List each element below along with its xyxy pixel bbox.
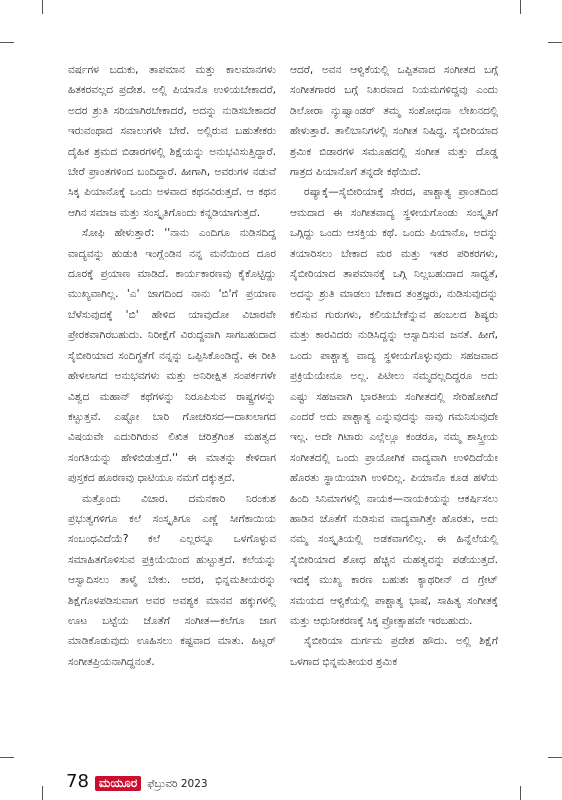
crop-mark [0,42,14,43]
crop-mark [548,757,562,758]
page-footer [66,771,208,792]
crop-mark [548,42,562,43]
article-page [68,60,498,765]
right-column [290,60,498,672]
left-column [68,60,276,672]
issue-date: ಫೆಬ್ರುವರಿ 2023 [147,778,208,790]
crop-mark [0,757,14,758]
crop-mark [42,786,43,800]
paragraph: ಮತ್ತೊಂದು ವಿಚಾರ. ದಮನಕಾರಿ ನಿರಂಕುಶ ಪ್ರಭುತ್ವಗಳಿಗೂ ಕಲೆ ಸಂಸ್ಕೃತಿಗೂ ಎಣ್ಣೆ ಸೀಗೆಕಾಯಿಯ ಸಂಬಂಧವಿದೆಯೆ? ಕಲೆ ಎಲ್ಲರನ್ನೂ ಒಳಗೊಳ್ಳುವ ಸಮಾಹಿತಗೊಳಿಸುವ ಪ್ರಕ್ರಿಯೆಯಿಂದ ಹುಟ್ಟುತ್ತದೆ. ಕಲೆಯನ್ನು ಆಸ್ವಾದಿಸಲು ತಾಳ್ಮೆ ಬೇಕು. ಅದರ, ಭಿನ್ನಮತೀಯರನ್ನು ಶಿಕ್ಷೆಗೊಳಪಡಿಸುವಾಗ ಅವರ ಅವಶ್ಯಕ ಮಾನವ ಹಕ್ಕುಗಳಲ್ಲಿ ಊಟ ಬಟ್ಟೆಯ ಜೊತೆಗೆ ಸಂಗೀತ—ಕಲೆಗೂ ಜಾಗ ಮಾಡಿಕೊಡುವುದು ಊಹಿಸಲು ಕಷ್ಟವಾದ ಮಾತು. ಹಿಟ್ಲರ್ ಸಂಗೀತಪ್ರಿಯನಾಗಿದ್ದನಂತೆ. [68,492,276,668]
paragraph: ಸೈಬೀರಿಯಾ ದುರ್ಗಮ ಪ್ರದೇಶ ಹೌದು. ಅಲ್ಲಿ ಶಿಕ್ಷೆಗೆ ಒಳಗಾದ ಭಿನ್ನಮತೀಯರ ಶ್ರಮಿಕ [290,635,498,668]
crop-mark [520,786,521,800]
page-number: 78 [66,771,89,792]
crop-mark [520,0,521,14]
paragraph: ಆದರೆ, ಅವನ ಆಳ್ವಿಕೆಯಲ್ಲಿ ಒಪ್ಪಿತವಾದ ಸಂಗೀತದ ಬಗ್ಗೆ ಸಂಗೀತಗಾರರ ಬಗ್ಗೆ ನಿಖರವಾದ ನಿಯಮಗಳಿದ್ದವು ಎಂದು ಡಿಲೋರಾ ನ್ಯುಷ್ವಾಂಡರ್ ತಮ್ಮ ಸಂಶೋಧನಾ ಲೇಖನದಲ್ಲಿ ಹೇಳುತ್ತಾರೆ. ತಾಲಿಬಾನಿಗಳಲ್ಲಿ ಸಂಗೀತ ನಿಷಿದ್ಧ. ಸೈಬೀರಿಯಾದ ಶ್ರಮಿಕ ಬಿಡಾರಗಳ ಸಮೂಹದಲ್ಲಿ ಸಂಗೀತ ಮತ್ತು ದೊಡ್ಡ ಗಾತ್ರದ ಪಿಯಾನೊಗೆ ತನ್ನದೇ ಕಥೆಯಿದೆ. [290,64,498,179]
paragraph: ವರ್ಷಗಳ ಬದುಕು, ತಾಪಮಾನ ಮತ್ತು ಕಾಲಮಾನಗಳು ಹಿತಕರವಲ್ಲದ ಪ್ರದೇಶ. ಅಲ್ಲಿ ಪಿಯಾನೊ ಉಳಿಯಬೇಕಾದರೆ, ಅದರ ಶ್ರುತಿ ಸರಿಯಾಗಿರಬೇಕಾದರೆ, ಅದನ್ನು ನುಡಿಸಬೇಕಾದರೆ ಇರುವಂಥಾದ ಸವಾಲುಗಳೇ ಬೇರೆ. ಅಲ್ಲಿರುವ ಬಹುತೇಕರು ದೈಹಿಕ ಶ್ರಮದ ಬಿಡಾರಗಳಲ್ಲಿ ಶಿಕ್ಷೆಯನ್ನು ಅನುಭವಿಸುತ್ತಿದ್ದಾರೆ. ಬೇರೆ ಪ್ರಾಂತಗಳಿಂದ ಬಂದಿದ್ದಾರೆ. ಹೀಗಾಗಿ, ಅವರುಗಳ ನಡುವೆ ಸಿಕ್ಕ ಪಿಯಾನೊಕ್ಕೆ ಒಂದು ಅಳವಾದ ಕಥನವಿರುತ್ತದೆ. ಆ ಕಥನ ಆಗಿನ ಸಮಾಜ ಮತ್ತು ಸಂಸ್ಕೃತಿಗೊಂದು ಕನ್ನಡಿಯಾಗುತ್ತದೆ. [68,64,276,219]
crop-mark [42,0,43,14]
paragraph: ಸೋಫಿ ಹೇಳುತ್ತಾರೆ: ''ನಾನು ಎಂದಿಗೂ ನುಡಿಸದಿದ್ದ ವಾದ್ಯವನ್ನು ಹುಡುಕಿ ಇಂಗ್ಲೆಂಡಿನ ನನ್ನ ಮನೆಯಿಂದ ದೂರ ದೂರಕ್ಕೆ ಪ್ರಯಾಣ ಮಾಡಿದೆ. ಕಾರ್ಯಕಾರಣವು ಕೈಕೊಟ್ಟಿದ್ದು ಮುಖ್ಯವಾಗಿಲ್ಲ. 'ಎ' ಜಾಗದಿಂದ ನಾನು 'ಬಿ'ಗೆ ಪ್ರಯಾಣ ಬೆಳೆಸುವುದಕ್ಕೆ 'ಬಿ' ಹೇಳಿದ ಯಾವುದೋ ವಿಚಾರವೇ ಪ್ರೇರಕವಾಗಿರಬಹುದು. ನಿರೀಕ್ಷೆಗೆ ವಿರುದ್ಧವಾಗಿ ಸಾಗಬಹುದಾದ ಸೈಬೀರಿಯಾದ ಸಂದಿಗ್ಧತೆಗೆ ನನ್ನನ್ನು ಒಪ್ಪಿಸಿಕೊಂಡಿದ್ದೆ. ಈ ರೀತಿ ಹೇಳಲಾಗದ ಅನುಭವಗಳು ಮತ್ತು ಅನಿರೀಕ್ಷಿತ ಸಂಪರ್ಕಗಳೇ ವಿಶ್ವದ ಮಹಾನ್ ಕಥೆಗಳನ್ನು ನಿರೂಪಿಸುವ ರಾಷ್ಟ್ರಗಳನ್ನು ಕಟ್ಟುತ್ತವೆ. ಎಷ್ಟೋ ಬಾರಿ ಗೋಚರಿಸದ—ದಾಖಲಾಗದ ವಿಷಯವೇ ಎದುರಿಗಿರುವ ಲಿಖಿತ ಚರಿತ್ರೆಗಿಂತ ಮಹತ್ವದ ಸಂಗತಿಯನ್ನು ಹೇಳಿಬಿಡುತ್ತದೆ.'' ಈ ಮಾತನ್ನು ಕೇಳಿದಾಗ ಪುಸ್ತಕದ ಹೂರಣವು ಧಾಟಿಯೂ ನಮಗೆ ದಕ್ಕುತ್ತದೆ. [68,227,276,485]
magazine-logo: ಮಯೂರ [95,776,141,791]
paragraph: ರಷ್ಯಾಕ್ಕೆ—ಸೈಬೀರಿಯಾಕ್ಕೆ ಸೇರದ, ಪಾಶ್ಚಾತ್ಯ ಪ್ರಾಂತದಿಂದ ಆಮದಾದ ಈ ಸಂಗೀತವಾದ್ಯ ಸ್ಥಳೀಯಗೊಂಡು ಸಂಸ್ಕೃತಿಗೆ ಒಗ್ಗಿದ್ದು ಒಂದು ಆಸಕ್ತಿಯ ಕಥೆ. ಒಂದು ಪಿಯಾನೊ, ಅದನ್ನು ತಯಾರಿಸಲು ಬೇಕಾದ ಮರ ಮತ್ತು ಇತರ ಪರಿಕರಗಳು, ಸೈಬೀರಿಯಾದ ತಾಪಮಾನಕ್ಕೆ ಒಗ್ಗಿ ನಿಲ್ಲಬಹುದಾದ ಸಾಧ್ಯತೆ, ಅದನ್ನು ಶ್ರುತಿ ಮಾಡಲು ಬೇಕಾದ ತಂತ್ರಜ್ಞರು, ನುಡಿಸುವುದನ್ನು ಕಲಿಸುವ ಗುರುಗಳು, ಕಲಿಯಬೇಕೆನ್ನುವ ಹಂಬಲದ ಶಿಷ್ಯರು ಮತ್ತು ಕಾರವಿದರು ನುಡಿಸಿದ್ದನ್ನು ಆಸ್ವಾದಿಸುವ ಜನತೆ. ಹೀಗೆ, ಒಂದು ಪಾಶ್ಚಾತ್ಯ ವಾದ್ಯ ಸ್ಥಳೀಯಗೊಳ್ಳುವುದು ಸಹಜವಾದ ಪ್ರಕ್ರಿಯೆಯೇನೂ ಅಲ್ಲ. ಪಿಟೀಲು ನಮ್ಮದಲ್ಲದಿದ್ದರೂ ಅದು ಎಷ್ಟು ಸಹಜವಾಗಿ ಭಾರತೀಯ ಸಂಗೀತದಲ್ಲಿ ಸೇರಿಹೋಗಿದೆ ಎಂದರೆ ಅದು ಪಾಶ್ಚಾತ್ಯ ಎನ್ನುವುದನ್ನು ನಾವು ಗಮನಿಸುವುದೇ ಇಲ್ಲ. ಅದೇ ಗಿಟಾರು ಎಲ್ಲೆಲ್ಲೂ ಕಂಡರೂ, ನಮ್ಮ ಶಾಸ್ತ್ರೀಯ ಸಂಗೀತದಲ್ಲಿ ಒಂದು ಪ್ರಾಯೋಗಿಕ ವಾದ್ಯವಾಗಿ ಉಳಿದಿದೆಯೇ ಹೊರತು ಸ್ಥಾಯಿಯಾಗಿ ಉಳಿದಿಲ್ಲ. ಪಿಯಾನೊ ಕೂಡ ಹಳೆಯ ಹಿಂದಿ ಸಿನಿಮಾಗಳಲ್ಲಿ ನಾಯಕ—ನಾಯಕಿಯನ್ನು ಆಕರ್ಷಿಸಲು ಹಾಡಿನ ಜೊತೆಗೆ ನುಡಿಸುವ ವಾದ್ಯವಾಗಿತ್ತೇ ಹೊರತು, ಅದು ನಮ್ಮ ಸಂಸ್ಕೃತಿಯಲ್ಲಿ ಅಡಕವಾಗಲಿಲ್ಲ. ಈ ಹಿನ್ನೆಲೆಯಲ್ಲಿ ಸೈಬೀರಿಯಾದ ಶೋಧ ಹೆಚ್ಚಿನ ಮಹತ್ವವನ್ನು ಪಡೆಯುತ್ತದೆ. ಇದಕ್ಕೆ ಮುಖ್ಯ ಕಾರಣ ಬಹುಶಃ ಕ್ಯಾಥರೀನ್ ದ ಗ್ರೇಟ್ ಸಮಯದ ಆಳ್ವಿಕೆಯಲ್ಲಿ ಪಾಶ್ಚಾತ್ಯ ಭಾಷೆ, ಸಾಹಿತ್ಯ ಸಂಗೀತಕ್ಕೆ ಮತ್ತು ಆಧುನೀಕರಣಕ್ಕೆ ಸಿಕ್ಕ ಪ್ರೋತ್ಸಾಹವೇ ಇರಬಹುದು. [290,186,498,627]
